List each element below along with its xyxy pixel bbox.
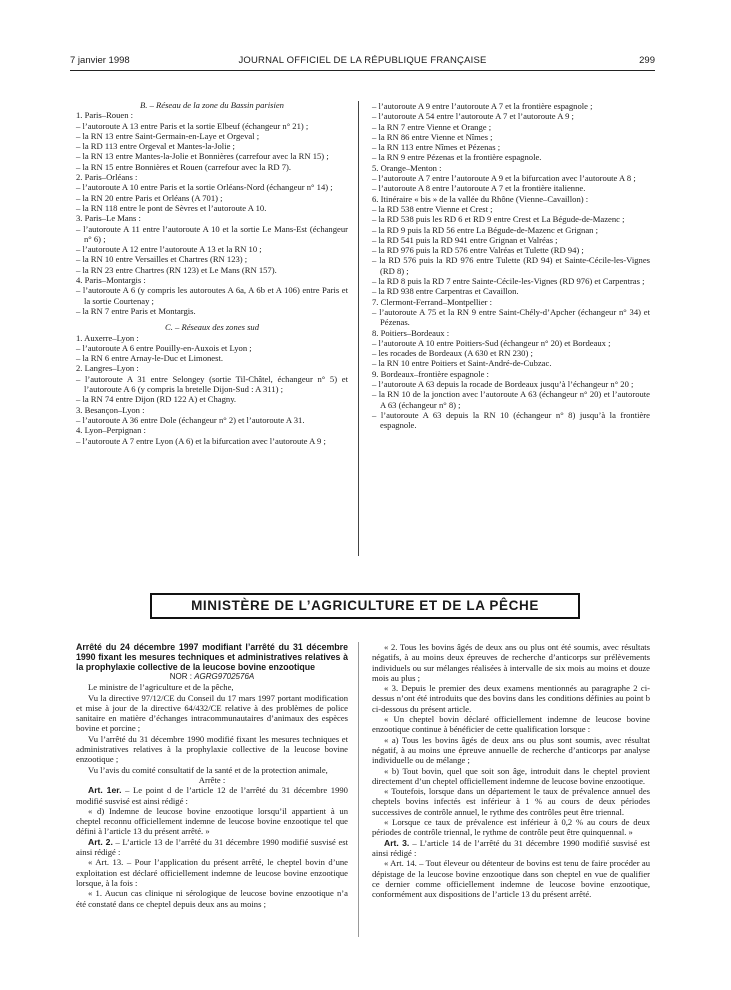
article-paragraph [76, 785, 348, 806]
body-paragraph: « b) Tout bovin, quel que soit son âge, introduit dans le cheptel provient directement d’un cheptel officiellement indemne de leucose bovine enzootique. [372, 765, 650, 786]
article-label: Art. 3. [384, 837, 410, 848]
arrete-heading: Arrête : [198, 774, 226, 785]
route-item: – la RD 576 puis la RD 976 entre Tulette (RD 94) et Sainte-Cécile-les-Vignes (RD 8) ; [372, 255, 650, 276]
left-column-routes [76, 100, 348, 446]
route-group-heading: 9. Bordeaux–frontière espagnole : [372, 368, 489, 379]
route-item: – l’autoroute A 75 et la RN 9 entre Saint-Chély-d’Apcher (échangeur n° 34) et Pézenas. [372, 306, 650, 328]
route-item: – la RD 541 puis la RD 941 entre Grignan et Valréas ; [372, 234, 558, 245]
route-item: – la RN 86 entre Vienne et Nîmes ; [372, 131, 493, 142]
route-item: – la RN 10 entre Poitiers et Saint-André-de-Cubzac. [372, 358, 552, 369]
route-item: – l’autoroute A 7 entre Lyon (A 6) et la bifurcation avec l’autoroute A 9 ; [76, 435, 326, 446]
route-item: – la RD 9 puis la RD 56 entre La Bégude-de-Mazenc et Grignan ; [372, 224, 598, 235]
route-item: – la RN 15 entre Bonnières et Rouen (carrefour avec la RD 7). [76, 161, 292, 172]
route-group-heading: 3. Besançon–Lyon : [76, 404, 145, 415]
route-item: – la RD 113 entre Orgeval et Mantes-la-Jolie ; [76, 141, 235, 152]
body-paragraph: « 2. Tous les bovins âgés de deux ans ou plus ont été soumis, avec résultats négatifs, à au moins deux épreuves de recherche d’anticorps sur prélèvements individuels ou sur mélanges réalisées à intervalle de six mois au moins et douze mois au plus ; [372, 642, 650, 683]
ministry-banner [150, 593, 580, 619]
body-paragraph: Vu l’arrêté du 31 décembre 1990 modifié fixant les mesures techniques et administratives relatives à la prophylaxie collective de la leucose bovine enzootique ; [76, 733, 348, 765]
article-text: – Le point d de l’article 12 de l’arrêté du 31 décembre 1990 modifié susvisé est ainsi rédigé : [76, 785, 348, 806]
body-paragraph: « Toutefois, lorsque dans un département le taux de prévalence annuel des cheptels bovins infectés est inférieur à 1 % au cours de deux périodes successives de contrôle annuel, le rythme des contrôles peut être triennal. [372, 786, 650, 817]
section-heading-b: B. – Réseau de la zone du Bassin parisien [140, 100, 284, 110]
route-item: – la RN 20 entre Paris et Orléans (A 701) ; [76, 192, 223, 203]
route-group-heading: 4. Lyon–Perpignan : [76, 425, 146, 436]
route-item: – l’autoroute A 6 (y compris les autoroutes A 6a, A 6b et A 106) entre Paris et la sortie Courtenay ; [76, 285, 348, 306]
route-list-c [76, 333, 348, 446]
page-header [70, 55, 655, 69]
body-paragraph: « d) Indemne de leucose bovine enzootique lorsqu’il appartient à un cheptel reconnu officiellement indemne de leucose bovine enzootique tel que défini à l’article 13 du présent arrêté. » [76, 805, 348, 837]
article-label: Art. 1er. [88, 785, 122, 796]
header-journal-title: JOURNAL OFFICIEL DE LA RÉPUBLIQUE FRANÇAISE [238, 55, 487, 66]
route-item: – les rocades de Bordeaux (A 630 et RN 230) ; [372, 348, 533, 359]
column-divider-bottom [358, 642, 359, 937]
route-item: – la RD 938 entre Carpentras et Cavaillon. [372, 286, 519, 297]
arrete-left-paragraphs [76, 682, 348, 909]
route-item: – la RN 6 entre Arnay-le-Duc et Limonest. [76, 353, 224, 364]
route-item: – l’autoroute A 10 entre Poitiers-Sud (échangeur n° 20) et Bordeaux ; [372, 337, 611, 348]
header-page-number: 299 [639, 55, 655, 66]
route-item: – la RN 13 entre Mantes-la-Jolie et Bonnières (carrefour avec la RN 15) ; [76, 151, 329, 162]
route-item: – la RN 23 entre Chartres (RN 123) et Le Mans (RN 157). [76, 264, 277, 275]
route-group-heading: 5. Orange–Menton : [372, 162, 442, 173]
route-item: – la RN 10 entre Versailles et Chartres (RN 123) ; [76, 254, 248, 265]
arrete-left-column [76, 642, 348, 909]
article-text: – L’article 14 de l’arrêté du 31 décembre 1990 modifié susvisé est ainsi rédigé : [372, 837, 650, 858]
header-rule [70, 70, 655, 71]
article-paragraph [76, 837, 348, 858]
body-paragraph: « 3. Depuis le premier des deux examens mentionnés au paragraphe 2 ci-dessus n’ont été introduits que des bovins dans les conditions définies au point b ci-dessous du présent article. [372, 683, 650, 714]
route-group-heading: 1. Auxerre–Lyon : [76, 332, 139, 343]
body-paragraph: « 1. Aucun cas clinique ni sérologique de leucose bovine enzootique n’a été constaté dans ce cheptel depuis deux ans au moins ; [76, 888, 348, 909]
route-item: – la RD 976 puis la RD 576 entre Valréas et Tulette (RD 94) ; [372, 245, 584, 256]
route-item: – la RD 538 entre Vienne et Crest ; [372, 203, 493, 214]
route-item: – l’autoroute A 10 entre Paris et la sortie Orléans-Nord (échangeur n° 14) ; [76, 182, 333, 193]
route-group-heading: 1. Paris–Rouen : [76, 110, 134, 121]
route-item: – l’autoroute A 9 entre l’autoroute A 7 et la frontière espagnole ; [372, 101, 593, 111]
article-paragraph [372, 838, 650, 859]
body-paragraph: « a) Tous les bovins âgés de deux ans ou plus sont soumis, avec résultat négatif, à au moins une épreuve annuelle de recherche d’anticorps par analyse individuelle ou de mélange ; [372, 734, 650, 766]
nor-code: AGRG9702576A [194, 672, 255, 681]
header-date: 7 janvier 1998 [70, 55, 130, 66]
route-item: – la RN 13 entre Saint-Germain-en-Laye et Orgeval ; [76, 130, 260, 141]
route-list-continued [372, 101, 650, 431]
arrete-right-column [372, 642, 650, 899]
route-item: – la RN 9 entre Pézenas et la frontière espagnole. [372, 152, 542, 163]
nor-reference [76, 672, 348, 682]
route-item: – la RD 538 puis les RD 6 et RD 9 entre Crest et La Bégude-de-Mazenc ; [372, 214, 625, 225]
route-item: – l’autoroute A 8 entre l’autoroute A 7 et la frontière italienne. [372, 183, 586, 194]
body-paragraph: Vu la directive 97/12/CE du Conseil du 17 mars 1997 portant modification et mise à jour de la directive 64/432/CE relative à des problèmes de police sanitaire en matière d’échanges intracommunautaires d’animaux des espèces bovine et porcine ; [76, 692, 348, 734]
article-text: – L’article 13 de l’arrêté du 31 décembre 1990 modifié susvisé est ainsi rédigé : [76, 836, 348, 858]
ministry-banner-text: MINISTÈRE DE L’AGRICULTURE ET DE LA PÊCHE [191, 598, 539, 613]
route-item: – l’autoroute A 63 depuis la RN 10 (échangeur n° 8) jusqu’à la frontière espagnole. [372, 409, 650, 431]
route-group-heading: 6. Itinéraire « bis » de la vallée du Rhône (Vienne–Cavaillon) : [372, 193, 589, 204]
right-column-routes [372, 101, 650, 431]
arrete-right-paragraphs [372, 642, 650, 899]
body-paragraph: Le ministre de l’agriculture et de la pêche, [88, 682, 234, 693]
route-group-heading: 2. Langres–Lyon : [76, 363, 139, 374]
route-item: – la RD 8 puis la RD 7 entre Sainte-Cécile-les-Vignes (RD 976) et Carpentras ; [372, 276, 645, 287]
section-heading-c: C. – Réseaux des zones sud [164, 322, 260, 333]
column-divider [358, 101, 359, 556]
route-group-heading: 3. Paris–Le Mans : [76, 213, 141, 224]
route-item: – l’autoroute A 11 entre l’autoroute A 10 et la sortie Le Mans-Est (échangeur n° 6) ; [76, 223, 348, 244]
route-group-heading: 2. Paris–Orléans : [76, 172, 138, 183]
body-paragraph: « Art. 14. – Tout éleveur ou détenteur de bovins est tenu de faire procéder au dépistage de la leucose bovine enzootique dans son cheptel en vue de qualifier ce dernier comme officiellement indemne de leucose bovine enzootique, conformément aux dispositions de l’article 13 du présent arrêté. [372, 858, 650, 900]
route-item: – la RN 113 entre Nîmes et Pézenas ; [372, 142, 501, 153]
body-paragraph: « Art. 13. – Pour l’application du présent arrêté, le cheptel bovin d’une exploitation est déclaré officiellement indemne de leucose bovine enzootique lorsque, à la fois : [76, 857, 348, 888]
route-list-b [76, 110, 348, 316]
route-item: – l’autoroute A 12 entre l’autoroute A 13 et la RN 10 ; [76, 244, 262, 255]
body-paragraph: Vu l’avis du comité consultatif de la santé et de la protection animale, [88, 764, 328, 775]
route-item: – la RN 118 entre le pont de Sèvres et l’autoroute A 10. [76, 202, 267, 213]
route-group-heading: 8. Poitiers–Bordeaux : [372, 327, 450, 338]
route-item: – l’autoroute A 7 entre l’autoroute A 9 et la bifurcation avec l’autoroute A 8 ; [372, 173, 636, 184]
route-item: – la RN 74 entre Dijon (RD 122 A) et Chagny. [76, 394, 237, 405]
route-group-heading: 4. Paris–Montargis : [76, 275, 146, 286]
body-paragraph: « Un cheptel bovin déclaré officiellement indemne de leucose bovine enzootique continue à bénéficier de cette qualification lorsque : [372, 714, 650, 735]
nor-label: NOR : [169, 672, 192, 681]
article-label: Art. 2. [88, 836, 113, 847]
route-item: – l’autoroute A 13 entre Paris et la sortie Elbeuf (échangeur n° 21) ; [76, 120, 309, 131]
route-item: – l’autoroute A 31 entre Selongey (sortie Til-Châtel, échangeur n° 5) et l’autoroute A 6 (y compris la bretelle Dijon-Sud : A 311) ; [76, 373, 348, 395]
route-item: – l’autoroute A 54 entre l’autoroute A 7 et l’autoroute A 9 ; [372, 111, 574, 122]
body-paragraph: « Lorsque ce taux de prévalence est inférieur à 0,2 % au cours de deux périodes de contrôle triennal, le rythme de contrôle peut être quinquennal. » [372, 817, 650, 838]
route-item: – la RN 7 entre Vienne et Orange ; [372, 121, 492, 132]
route-item: – l’autoroute A 6 entre Pouilly-en-Auxois et Lyon ; [76, 342, 252, 353]
arrete-title: Arrêté du 24 décembre 1997 modifiant l’arrêté du 31 décembre 1990 fixant les mesures techniques et administratives relatives à la prophylaxie collective de la leucose bovine enzootique [76, 642, 348, 672]
route-item: – l’autoroute A 63 depuis la rocade de Bordeaux jusqu’à l’échangeur n° 20 ; [372, 379, 634, 390]
route-item: – la RN 7 entre Paris et Montargis. [76, 305, 196, 316]
route-item: – la RN 10 de la jonction avec l’autoroute A 63 (échangeur n° 20) et l’autoroute A 63 (échangeur n° 8) ; [372, 389, 650, 410]
route-item: – l’autoroute A 36 entre Dole (échangeur n° 2) et l’autoroute A 31. [76, 414, 305, 425]
route-group-heading: 7. Clermont-Ferrand–Montpellier : [372, 296, 493, 307]
